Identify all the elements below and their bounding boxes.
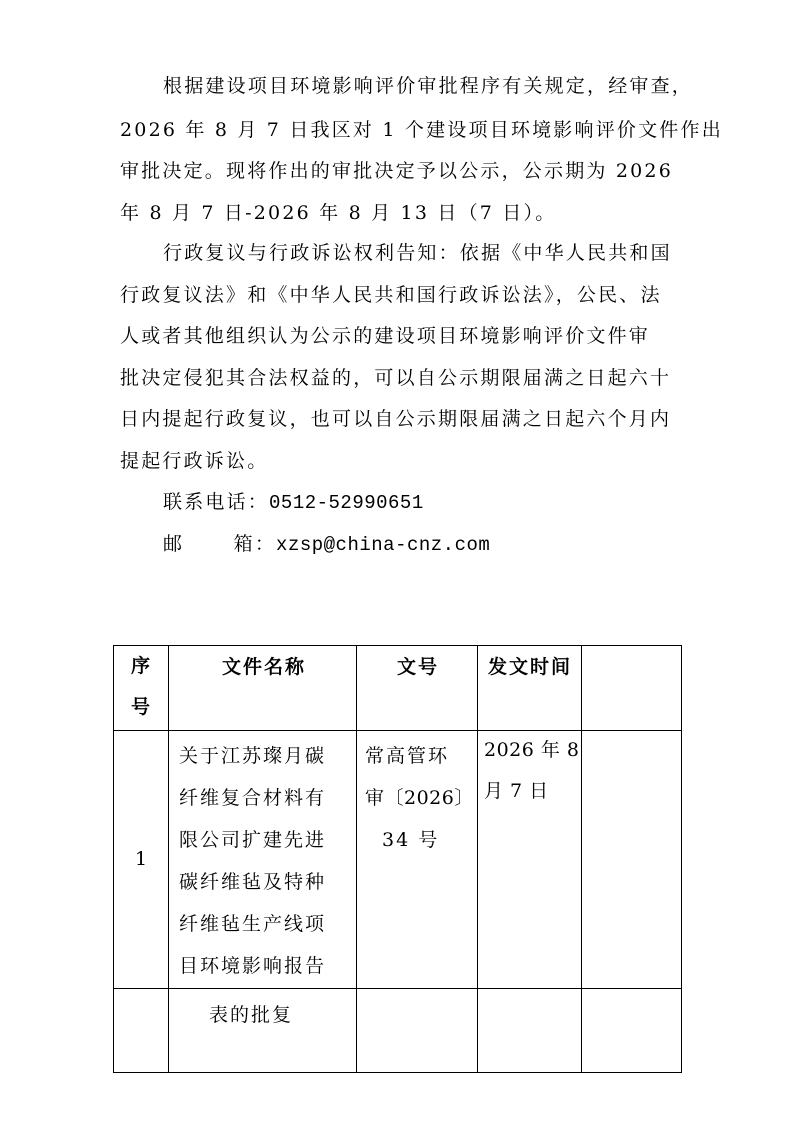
row-1-name-line-4: 碳纤维毡及特种: [179, 871, 327, 893]
row-1-docno-line-2: 审〔2026〕: [365, 787, 474, 809]
paragraph-1-line-1: 根据建设项目环境影响评价审批程序有关规定，经审查，: [163, 75, 694, 97]
header-date: 发文时间: [488, 656, 573, 678]
header-extra-cell: [582, 646, 682, 731]
table-row: [114, 731, 682, 989]
contact-email-row: [163, 532, 490, 557]
row-1-date-cell: [478, 731, 582, 989]
row-2-seq-cell: [114, 989, 169, 1073]
header-date-cell: [478, 646, 582, 731]
table-row: [114, 989, 682, 1073]
paragraph-2-line-3: 人或者其他组织认为公示的建设项目环境影响评价文件审: [120, 325, 651, 347]
row-1-name-line-5: 纤维毡生产线项: [179, 913, 327, 935]
paragraph-2-line-1: 行政复议与行政诉讼权利告知：依据《中华人民共和国: [163, 242, 672, 264]
paragraph-2-line-6: 提起行政诉讼。: [120, 450, 269, 472]
header-seq-line-2: 号: [131, 696, 153, 718]
table-header-row: [114, 646, 682, 731]
header-seq-line-1: 序: [131, 655, 153, 677]
paragraph-2-line-4: 批决定侵犯其合法权益的，可以自公示期限届满之日起六十: [120, 367, 672, 389]
paragraph-2-line-2: 行政复议法》和《中华人民共和国行政诉讼法》，公民、法: [120, 284, 662, 306]
paragraph-2-line-5: 日内提起行政复议，也可以自公示期限届满之日起六个月内: [120, 408, 672, 430]
row-2-date-cell: [478, 989, 582, 1073]
paragraph-1-line-2: 2026 年 8 月 7 日我区对 1 个建设项目环境影响评价文件作出: [120, 119, 723, 141]
paragraph-1-line-4: 年 8 月 7 日-2026 年 8 月 13 日（7 日）。: [120, 202, 557, 224]
header-docno-cell: [357, 646, 478, 731]
row-1-name-line-6: 目环境影响报告: [179, 955, 327, 977]
contact-phone-row: [163, 490, 424, 515]
paragraph-1-line-3: 审批决定。现将作出的审批决定予以公示，公示期为 2026: [120, 160, 673, 182]
row-1-seq-cell: [114, 731, 169, 989]
row-1-date-line-1: 2026 年 8: [484, 739, 580, 761]
contact-phone-value: 0512-52990651: [269, 492, 424, 514]
contact-email-value: xzsp@china-cnz.com: [276, 534, 491, 556]
row-2-name-line-1: 表的批复: [209, 1004, 294, 1026]
row-1-name-cell: [169, 731, 357, 989]
row-1-name-line-1: 关于江苏璨月碳: [179, 745, 327, 767]
header-name-cell: [169, 646, 357, 731]
approval-table: [113, 645, 682, 1073]
row-1-date-line-2: 月 7 日: [484, 780, 549, 802]
header-seq-cell: [114, 646, 169, 731]
row-1-docno-line-3: 34 号: [382, 829, 440, 851]
row-2-name-cell: [169, 989, 357, 1073]
row-1-name-line-2: 纤维复合材料有: [179, 787, 327, 809]
row-1-docno-line-1: 常高管环: [365, 745, 450, 767]
row-2-docno-cell: [357, 989, 478, 1073]
header-name: 文件名称: [222, 656, 307, 678]
header-doc-no: 文号: [397, 656, 440, 678]
row-1-docno-cell: [357, 731, 478, 989]
contact-email-label: 邮 箱：: [163, 533, 277, 555]
contact-phone-label: 联系电话：: [163, 491, 270, 513]
row-1-name-line-3: 限公司扩建先进: [179, 829, 327, 851]
row-2-extra-cell: [582, 989, 682, 1073]
row-1-seq: 1: [135, 848, 150, 870]
row-1-extra-cell: [582, 731, 682, 989]
